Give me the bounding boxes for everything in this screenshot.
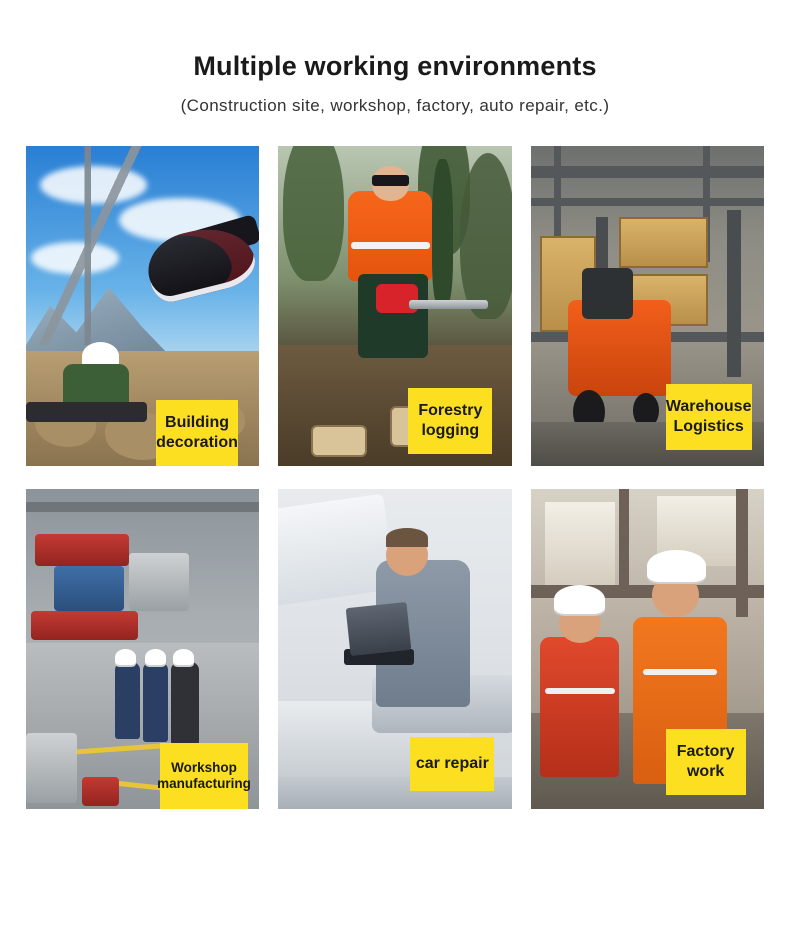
label-line-2: work [686, 763, 725, 781]
label-line-1: Building [165, 414, 229, 432]
label-line-1: Workshop [171, 759, 237, 775]
label-line-1: car repair [415, 755, 489, 773]
label-line-1: Forestry [418, 402, 483, 420]
card-building-decoration[interactable] [26, 146, 259, 466]
card-label-car-repair [410, 737, 494, 791]
card-label-forestry-logging [408, 388, 492, 454]
card-forestry-logging[interactable] [278, 146, 511, 466]
label-line-2: Logistics [673, 418, 744, 436]
label-line-2: logging [421, 422, 480, 440]
label-line-2: manufacturing [157, 776, 251, 792]
card-label-workshop-manufacturing [157, 743, 251, 809]
card-label-factory-work [666, 729, 746, 795]
card-factory-work[interactable] [531, 489, 764, 809]
card-warehouse-logistics[interactable] [531, 146, 764, 466]
label-line-2: decoration [156, 434, 238, 452]
card-workshop-manufacturing[interactable] [26, 489, 259, 809]
page-title: Multiple working environments [193, 51, 597, 81]
page-subtitle: (Construction site, workshop, factory, auto repair, etc.) [180, 96, 610, 116]
card-label-building-decoration [156, 400, 238, 466]
card-label-warehouse-logistics [666, 384, 752, 450]
environment-card-grid [0, 146, 790, 809]
label-line-1: Warehouse [665, 398, 752, 416]
label-line-1: Factory [676, 743, 735, 761]
card-car-repair[interactable] [278, 489, 511, 809]
